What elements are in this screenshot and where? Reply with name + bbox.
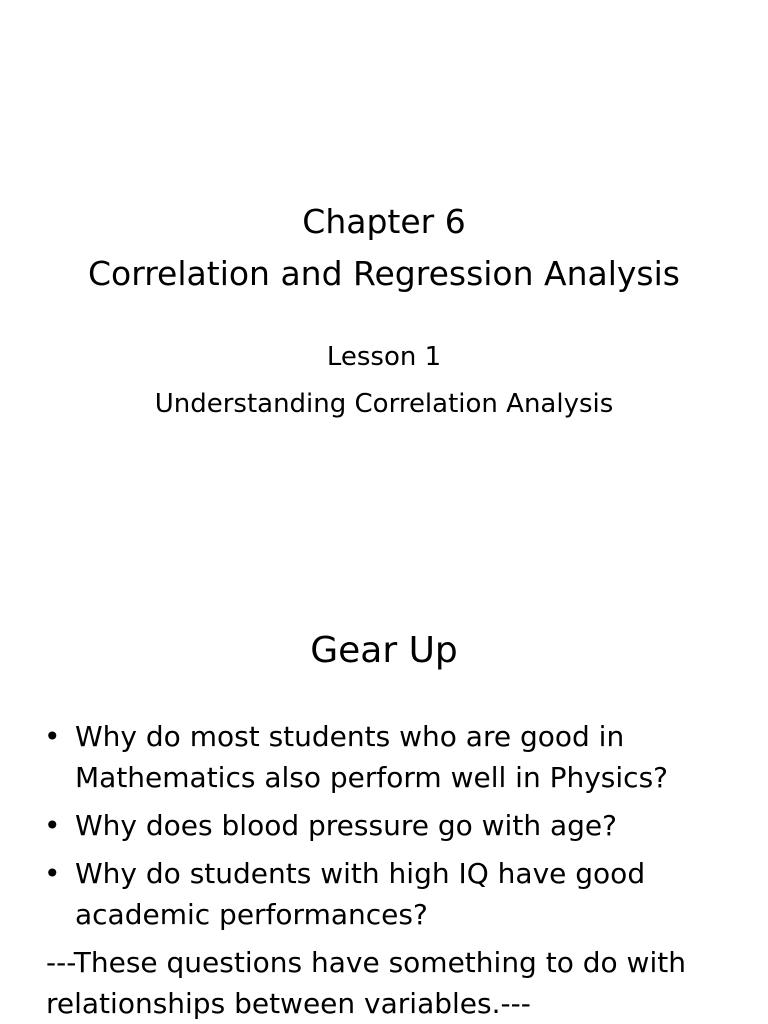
bullet-text-line: academic performances? bbox=[75, 898, 428, 931]
bullet-list bbox=[44, 716, 744, 942]
bullet-icon: • bbox=[44, 857, 61, 890]
bullet-item bbox=[44, 853, 744, 935]
bullet-item bbox=[44, 716, 744, 798]
bullet-text-line: Mathematics also perform well in Physics? bbox=[75, 761, 669, 794]
closing-statement bbox=[46, 942, 746, 1024]
bullet-text-line: Why does blood pressure go with age? bbox=[75, 809, 617, 842]
slide-title bbox=[0, 196, 768, 300]
lesson-number: Lesson 1 bbox=[326, 342, 442, 372]
chapter-title: Correlation and Regression Analysis bbox=[88, 254, 680, 293]
lesson-title: Understanding Correlation Analysis bbox=[154, 389, 614, 419]
gear-up-title: Gear Up bbox=[310, 630, 458, 671]
bullet-text-line: Why do most students who are good in bbox=[75, 720, 625, 753]
bullet-item bbox=[44, 805, 744, 846]
bullet-text-line: Why do students with high IQ have good bbox=[75, 857, 646, 890]
slide-subtitle bbox=[0, 334, 768, 428]
closing-line: relationships between variables.--- bbox=[46, 987, 531, 1020]
bullet-icon: • bbox=[44, 809, 61, 842]
closing-line: ---These questions have something to do with bbox=[46, 946, 686, 979]
gear-up-slide bbox=[0, 576, 768, 1024]
bullet-icon: • bbox=[44, 720, 61, 753]
chapter-heading: Chapter 6 bbox=[302, 202, 466, 241]
